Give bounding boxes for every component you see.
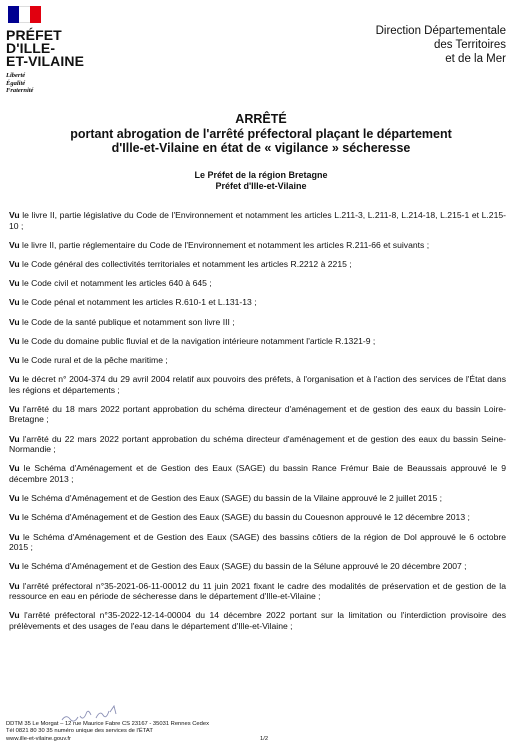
visa-text: l'arrêté du 22 mars 2022 portant approbation du schéma directeur d'aménagement et de gestion des eaux du bassin Seine-Normandie ; bbox=[9, 433, 506, 455]
visa-item bbox=[9, 317, 506, 328]
visa-vu-label: Vu bbox=[9, 316, 20, 327]
visa-text: le Schéma d'Aménagement et de Gestion des Eaux (SAGE) des bassins côtiers de la région de Dol approuvé le 6 octobre 2015 ; bbox=[9, 531, 506, 553]
issuing-directorate bbox=[376, 24, 506, 66]
title-line: portant abrogation de l'arrêté préfectoral plaçant le département bbox=[70, 126, 452, 141]
prefecture-name-line: D'ILLE- bbox=[6, 40, 56, 56]
visa-text: le Code général des collectivités territoriales et notamment les articles R.2212 à 2215 ; bbox=[19, 258, 352, 269]
visa-text: le livre II, partie réglementaire du Code de l'Environnement et notamment les articles R.211-66 et suivants ; bbox=[19, 239, 430, 250]
visa-item bbox=[9, 355, 506, 366]
footer-address: DDTM 35 Le Morgat – 12 rue Maurice Fabre CS 23167 - 35031 Rennes Cedex bbox=[6, 721, 209, 727]
visa-text: le Schéma d'Aménagement et de Gestion des Eaux (SAGE) du bassin du Couesnon approuvé le 12 décembre 2013 ; bbox=[19, 512, 470, 523]
visa-vu-label: Vu bbox=[9, 561, 20, 572]
visa-item bbox=[9, 561, 506, 572]
visa-item bbox=[9, 434, 506, 455]
prefecture-name bbox=[6, 29, 106, 68]
footer-phone: Tél 0821 80 30 35 numéro unique des services de l'ÉTAT bbox=[6, 728, 153, 735]
visa-vu-label: Vu bbox=[9, 374, 20, 385]
prefecture-name-line: ET-VILAINE bbox=[6, 53, 85, 69]
page-number: 1/2 bbox=[260, 736, 269, 742]
visa-item bbox=[9, 493, 506, 504]
visa-text: le Code pénal et notamment les articles R.610-1 et L.131-13 ; bbox=[19, 297, 257, 308]
visa-text: le Code de la santé publique et notamment son livre III ; bbox=[19, 316, 235, 327]
visa-item bbox=[9, 336, 506, 347]
visa-text: le Code du domaine public fluvial et de la navigation intérieure notamment l'article R.1321-9 ; bbox=[19, 335, 376, 346]
document-title bbox=[40, 112, 482, 156]
visa-vu-label: Vu bbox=[9, 239, 20, 250]
prefecture-logo bbox=[6, 6, 106, 95]
issuer-block bbox=[0, 170, 522, 191]
footer-website[interactable]: www.ille-et-vilaine.gouv.fr bbox=[6, 735, 71, 742]
visa-item bbox=[9, 610, 506, 631]
visa-item bbox=[9, 259, 506, 270]
title-line: d'Ille-et-Vilaine en état de « vigilance » sécheresse bbox=[111, 141, 411, 155]
visa-vu-label: Vu bbox=[9, 512, 20, 523]
visa-text: l'arrêté préfectoral n°35-2022-12-14-00004 du 14 décembre 2022 portant sur la limitation ou l'interdiction provisoire des prélèvements et des usages de l'eau dans le département d'Ille-et-Vilaine ; bbox=[9, 610, 506, 631]
directorate-line: et de la Mer bbox=[445, 53, 506, 65]
motto-line: Fraternité bbox=[6, 87, 34, 94]
prefecture-name-line: PRÉFET bbox=[6, 27, 62, 43]
visa-vu-label: Vu bbox=[9, 297, 20, 308]
visa-item bbox=[9, 581, 506, 602]
motto-line: Égalité bbox=[6, 79, 26, 87]
title-arrete: ARRÊTÉ bbox=[235, 112, 287, 126]
visa-item bbox=[9, 278, 506, 289]
visa-text: le livre II, partie législative du Code de l'Environnement et notamment les articles L.211-3, L.211-8, L.214-18, L.215-1 et L.215-10 ; bbox=[9, 210, 506, 231]
visa-text: le Schéma d'Aménagement et de Gestion des Eaux (SAGE) du bassin Rance Frémur Baie de Beaussais approuvé le 9 décembre 2013 ; bbox=[9, 463, 506, 485]
visa-item bbox=[9, 210, 506, 231]
document-footer bbox=[6, 721, 209, 743]
visa-text: le décret n° 2004-374 du 29 avril 2004 relatif aux pouvoirs des préfets, à l'organisation et à l'action des services de l'État dans les régions et départements ; bbox=[9, 374, 506, 395]
issuer-line: Préfet d'Ille-et-Vilaine bbox=[215, 180, 307, 191]
visa-vu-label: Vu bbox=[9, 403, 20, 414]
visa-text: le Schéma d'Aménagement et de Gestion des Eaux (SAGE) du bassin de la Vilaine approuvé le 2 juillet 2015 ; bbox=[19, 493, 443, 504]
visa-vu-label: Vu bbox=[9, 258, 20, 269]
visa-vu-label: Vu bbox=[9, 433, 20, 444]
visa-item bbox=[9, 463, 506, 484]
visa-vu-label: Vu bbox=[9, 531, 20, 542]
visa-text: le Code civil et notamment les articles 640 à 645 ; bbox=[19, 278, 212, 289]
visa-text: l'arrêté du 18 mars 2022 portant approbation du schéma directeur d'aménagement et de gestion des eaux du bassin Loire-Bretagne ; bbox=[9, 403, 506, 425]
directorate-line: Direction Départementale bbox=[375, 25, 506, 37]
visa-vu-label: Vu bbox=[9, 493, 20, 504]
visa-item bbox=[9, 297, 506, 308]
visa-vu-label: Vu bbox=[9, 463, 20, 474]
visa-text: le Code rural et de la pêche maritime ; bbox=[19, 354, 168, 365]
directorate-line: des Territoires bbox=[433, 39, 506, 51]
visa-vu-label: Vu bbox=[9, 210, 20, 220]
motto-line: Liberté bbox=[6, 72, 26, 79]
visa-item bbox=[9, 512, 506, 523]
visa-item bbox=[9, 404, 506, 425]
visa-item bbox=[9, 240, 506, 251]
visa-vu-label: Vu bbox=[9, 610, 20, 621]
visas-list bbox=[9, 210, 506, 640]
issuer-line: Le Préfet de la région Bretagne bbox=[194, 170, 328, 180]
visa-vu-label: Vu bbox=[9, 335, 20, 346]
visa-item bbox=[9, 532, 506, 553]
marianne-flag-icon bbox=[8, 6, 41, 23]
visa-text: l'arrêté préfectoral n°35-2021-06-11-00012 du 11 juin 2021 fixant le cadre des modalités de préservation et de gestion de la ressource en eau en période de sécheresse dans le département d'Ille-et-Vilaine ; bbox=[9, 580, 506, 602]
visa-vu-label: Vu bbox=[9, 278, 20, 289]
visa-item bbox=[9, 374, 506, 395]
visa-text: le Schéma d'Aménagement et de Gestion des Eaux (SAGE) du bassin de la Sélune approuvé le 20 décembre 2007 ; bbox=[19, 561, 467, 572]
visa-vu-label: Vu bbox=[9, 354, 20, 365]
visa-vu-label: Vu bbox=[9, 580, 20, 591]
republic-motto bbox=[6, 72, 106, 95]
